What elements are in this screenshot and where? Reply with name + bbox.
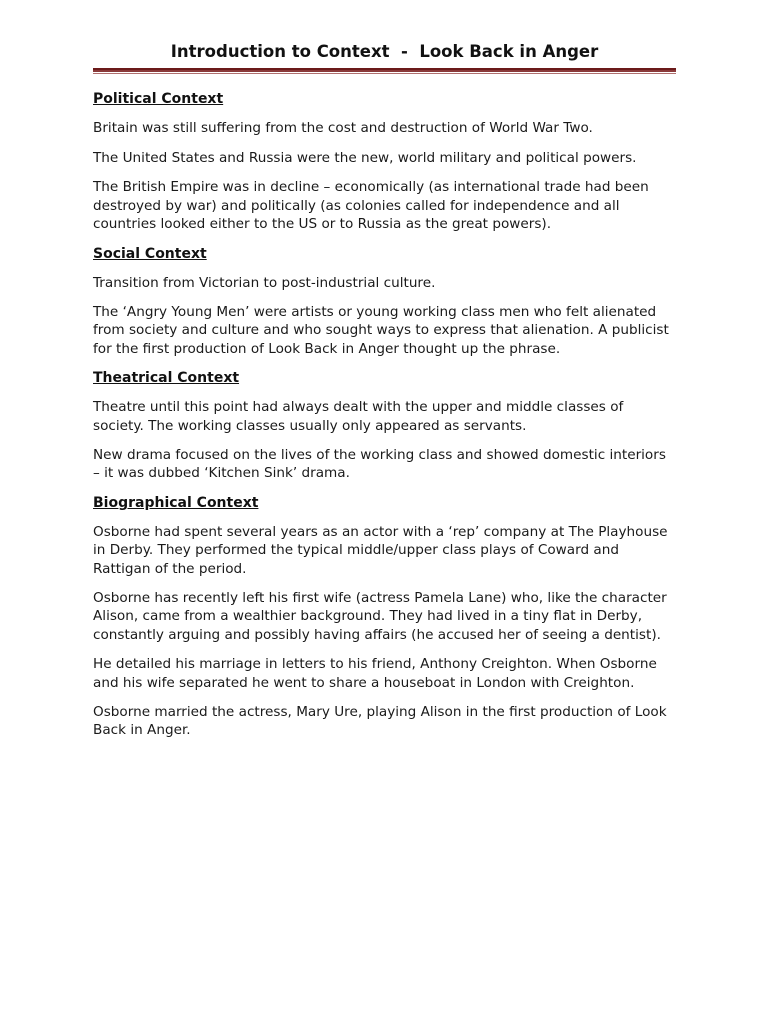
section-heading: Social Context: [93, 245, 207, 262]
section-heading: Biographical Context: [93, 495, 259, 512]
section-political: [93, 90, 676, 233]
paragraph: Transition from Victorian to post-industrial culture.: [93, 274, 436, 291]
paragraph: The British Empire was in decline – economically (as international trade had been destroyed by war) and politically (as colonies called for independence and all countries looked either to the US or to Russia as the great powers).: [93, 179, 649, 232]
title-underline-thin: [93, 73, 676, 74]
paragraph: He detailed his marriage in letters to his friend, Anthony Creighton. When Osborne and his wife separated he went to share a houseboat in London with Creighton.: [93, 656, 657, 691]
paragraph: Theatre until this point had always dealt with the upper and middle classes of society. The working classes usually only appeared as servants.: [93, 399, 624, 434]
section-heading: Theatrical Context: [93, 370, 240, 387]
section-theatrical: [93, 369, 676, 482]
paragraph: The ‘Angry Young Men’ were artists or young working class men who felt alienated from society and culture and who sought ways to express that alienation. A publicist for the first production of Look Back in Anger thought up the phrase.: [93, 304, 669, 357]
paragraph: Osborne has recently left his first wife (actress Pamela Lane) who, like the character Alison, came from a wealthier background. They had lived in a tiny flat in Derby, constantly arguing and possibly having affairs (he accused her of seeing a dentist).: [93, 590, 667, 643]
paragraph: Osborne married the actress, Mary Ure, playing Alison in the first production of Look Back in Anger.: [93, 704, 667, 739]
title-underline-thick: [93, 68, 676, 72]
document-page: [93, 40, 676, 751]
section-social: [93, 245, 676, 358]
paragraph: Osborne had spent several years as an actor with a ‘rep’ company at The Playhouse in Derby. They performed the typical middle/upper class plays of Coward and Rattigan of the period.: [93, 524, 668, 577]
paragraph: The United States and Russia were the new, world military and political powers.: [93, 149, 637, 166]
section-heading: Political Context: [93, 91, 224, 107]
page-title: Introduction to Context - Look Back in Anger: [170, 42, 599, 61]
paragraph: New drama focused on the lives of the working class and showed domestic interiors – it was dubbed ‘Kitchen Sink’ drama.: [93, 447, 666, 482]
section-biographical: [93, 494, 676, 740]
paragraph: Britain was still suffering from the cost and destruction of World War Two.: [93, 120, 593, 136]
